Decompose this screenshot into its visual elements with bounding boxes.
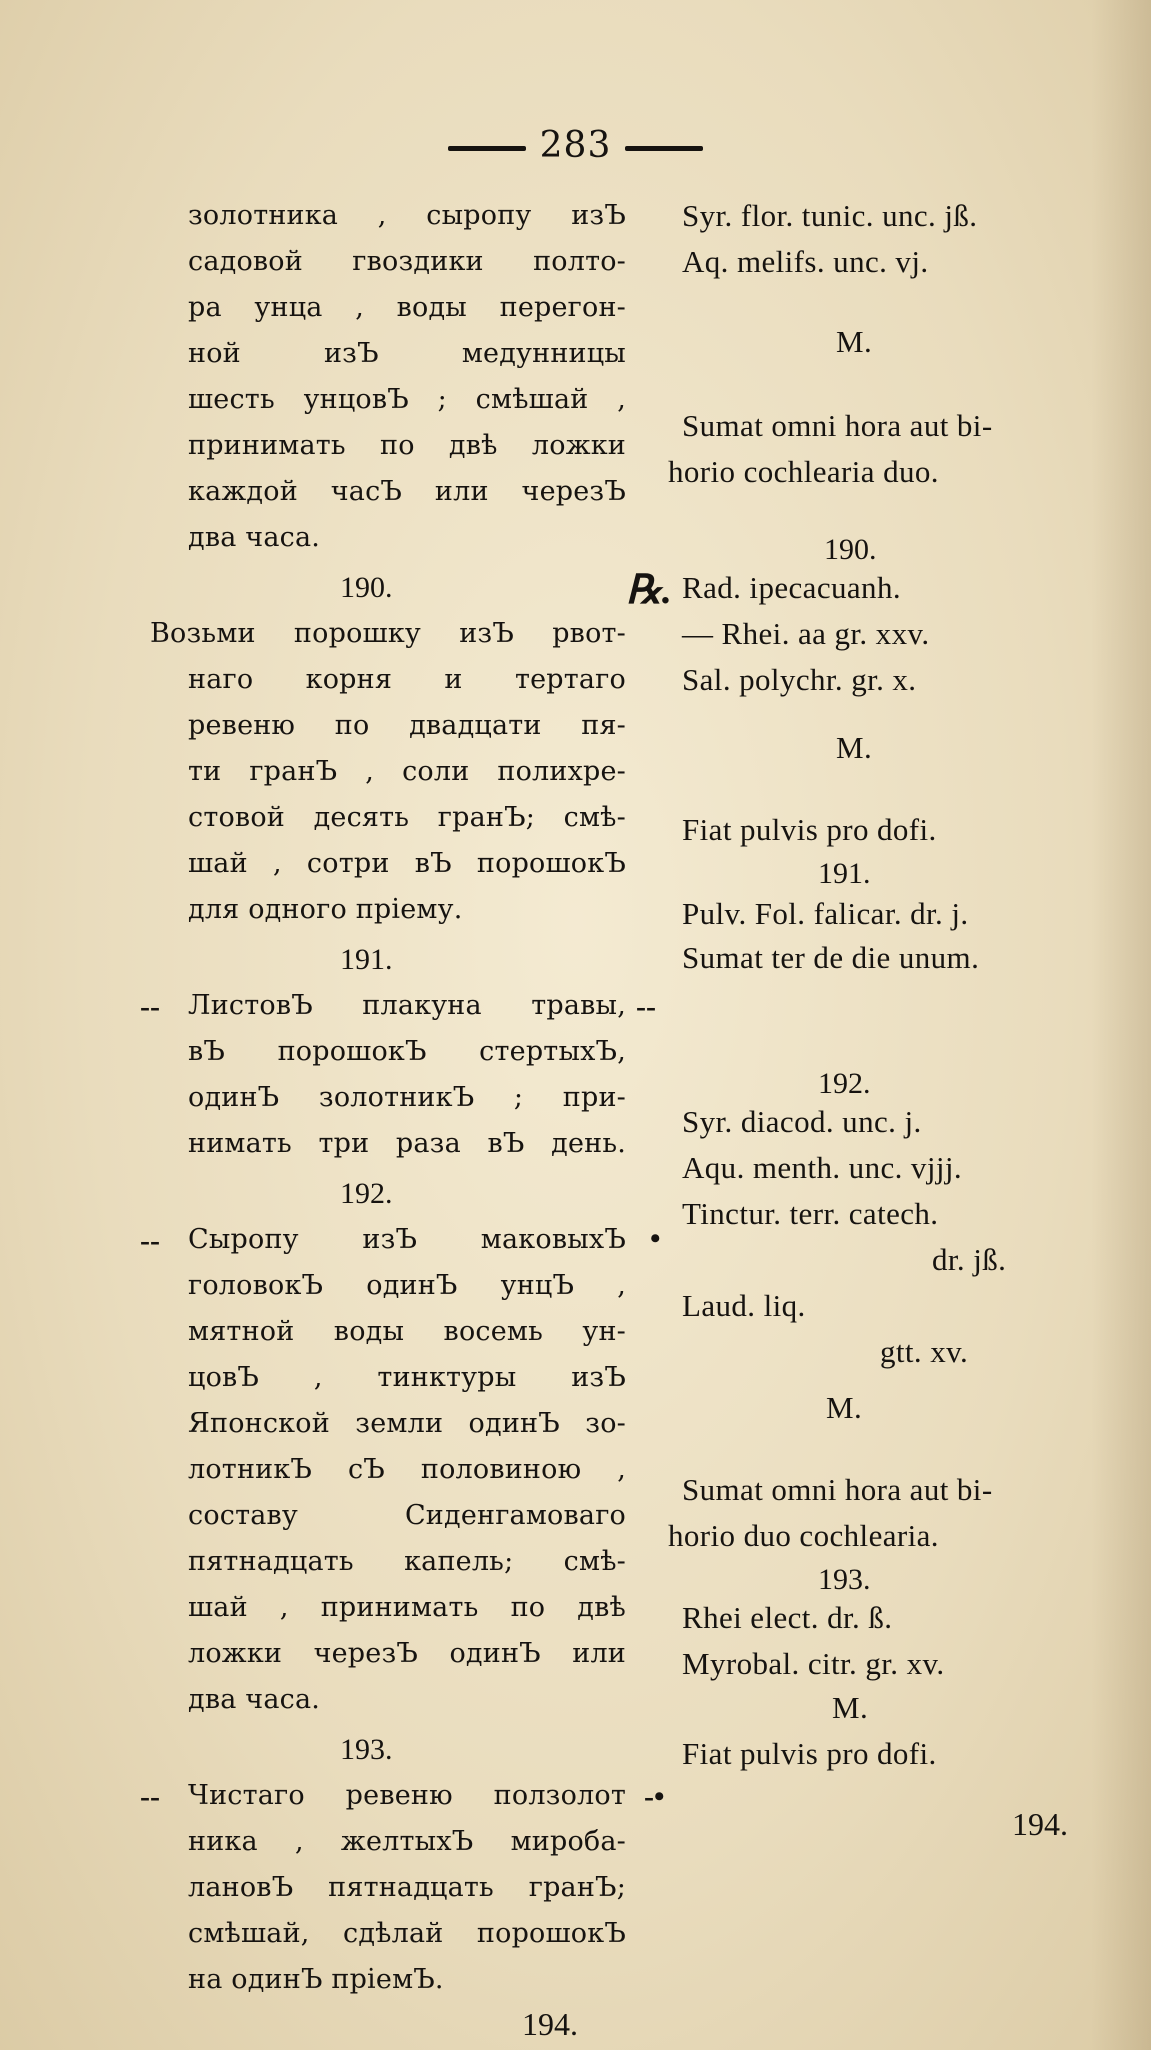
left-line: Чистаго ревеню ползолот (188, 1780, 626, 1811)
left-line: цовЪ , тинктуры изЪ (188, 1362, 626, 1393)
left-line: ника , желтыхЪ мироба- (188, 1826, 626, 1857)
left-line: пятнадцать капель; смѣ- (188, 1546, 626, 1577)
section-number: 192. (818, 1067, 871, 1100)
left-line: лановЪ пятнадцать гранЪ; (188, 1872, 626, 1903)
left-line: шай , принимать по двѣ (188, 1592, 626, 1623)
left-line: составу Сиденгамоваго (188, 1500, 626, 1531)
right-line: gtt. xv. (880, 1334, 969, 1369)
left-line: нимать три раза вЪ день. (188, 1128, 626, 1159)
left-line: ревеню по двадцати пя- (188, 710, 626, 741)
dot-marker: • (650, 1222, 661, 1255)
dash-marker: -- (636, 990, 656, 1023)
left-line: ти гранЪ , соли полихре- (188, 756, 626, 787)
left-line: принимать по двѣ ложки (188, 430, 626, 461)
right-line: Fiat pulvis pro dofi. (682, 1736, 937, 1771)
right-line: Aq. melifs. unc. vj. (682, 244, 929, 279)
left-line: ложки черезЪ одинЪ или (188, 1638, 626, 1669)
left-line: садовой гвоздики полто- (188, 246, 626, 277)
right-line: Rhei elect. dr. ß. (682, 1600, 893, 1635)
right-line: Sumat ter de die unum. (682, 940, 980, 975)
left-line: ной изЪ медунницы (188, 338, 626, 369)
left-line: шай , сотри вЪ порошокЪ (188, 848, 626, 879)
catchword-left: 194. (522, 2006, 578, 2042)
catchword-right: 194. (1012, 1806, 1068, 1842)
section-number: 193. (818, 1563, 871, 1596)
mix-label: M. (836, 324, 873, 359)
right-line: Pulv. Fol. falicar. dr. j. (682, 896, 969, 931)
right-line: Fiat pulvis pro dofi. (682, 812, 937, 847)
header-left-rule (448, 146, 526, 151)
left-line: для одного прiему. (188, 894, 463, 925)
dash-marker: -- (140, 990, 160, 1023)
left-line: лотникЪ сЪ половиною , (188, 1454, 626, 1485)
left-line: ЛистовЪ плакуна травы, (188, 990, 626, 1021)
left-line: два часа. (188, 522, 321, 553)
right-line: — Rhei. aa gr. xxv. (682, 616, 930, 651)
section-number: 190. (340, 571, 393, 604)
left-line: каждой часЪ или черезЪ (188, 476, 626, 507)
section-number: 192. (340, 1177, 393, 1210)
section-number: 193. (340, 1733, 393, 1766)
right-line: horio duo cochlearia. (668, 1518, 939, 1553)
mix-label: M. (826, 1390, 863, 1425)
left-line: головокЪ одинЪ унцЪ , (188, 1270, 626, 1301)
page-number: 283 (539, 125, 612, 166)
left-line: Японской земли одинЪ зо- (188, 1408, 626, 1439)
section-number: 191. (340, 943, 393, 976)
left-line: два часа. (188, 1684, 321, 1715)
section-number: 190. (824, 533, 877, 566)
right-line: Aqu. menth. unc. vjjj. (682, 1150, 963, 1185)
left-line: одинЪ золотникЪ ; при- (188, 1082, 626, 1113)
mix-label: M. (832, 1690, 869, 1725)
header-right-rule (625, 146, 703, 151)
right-line: Myrobal. citr. gr. xv. (682, 1646, 945, 1681)
page-header (0, 125, 1151, 166)
left-line: мятной воды восемь ун- (188, 1316, 626, 1347)
dash-marker: -- (140, 1224, 160, 1257)
left-line: Возьми порошку изЪ рвот- (150, 618, 626, 649)
right-line: Rad. ipecacuanh. (682, 570, 901, 605)
left-line: стовой десять гранЪ; смѣ- (188, 802, 626, 833)
left-line: наго корня и тертаго (188, 664, 626, 695)
dash-marker: -- (140, 1780, 160, 1813)
right-line: dr. jß. (932, 1242, 1007, 1277)
page-edge-shadow (1091, 0, 1151, 2050)
left-line: на одинЪ прiемЪ. (188, 1964, 444, 1995)
recipe-symbol: ℞. (626, 567, 672, 612)
mix-label: M. (836, 730, 873, 765)
right-line: Sumat omni hora aut bi- (682, 1472, 993, 1507)
right-line: Syr. flor. tunic. unc. jß. (682, 198, 978, 233)
right-line: Sumat omni hora aut bi- (682, 408, 993, 443)
right-line: Sal. polychr. gr. x. (682, 662, 917, 697)
left-line: смѣшай, сдѣлай порошокЪ (188, 1918, 626, 1949)
left-line: шесть унцовЪ ; смѣшай , (188, 384, 626, 415)
right-line: Syr. diacod. unc. j. (682, 1104, 922, 1139)
left-line: золотника , сыропу изЪ (188, 200, 626, 231)
right-line: Laud. liq. (682, 1288, 806, 1323)
double-dash-marker: -• (644, 1780, 665, 1813)
section-number: 191. (818, 857, 871, 890)
right-line: horio cochlearia duo. (668, 454, 939, 489)
left-line: Сыропу изЪ маковыхЪ (188, 1224, 626, 1255)
left-line: вЪ порошокЪ стертыхЪ, (188, 1036, 626, 1067)
right-line: Tinctur. terr. catech. (682, 1196, 939, 1231)
left-line: ра унца , воды перегон- (188, 292, 626, 323)
